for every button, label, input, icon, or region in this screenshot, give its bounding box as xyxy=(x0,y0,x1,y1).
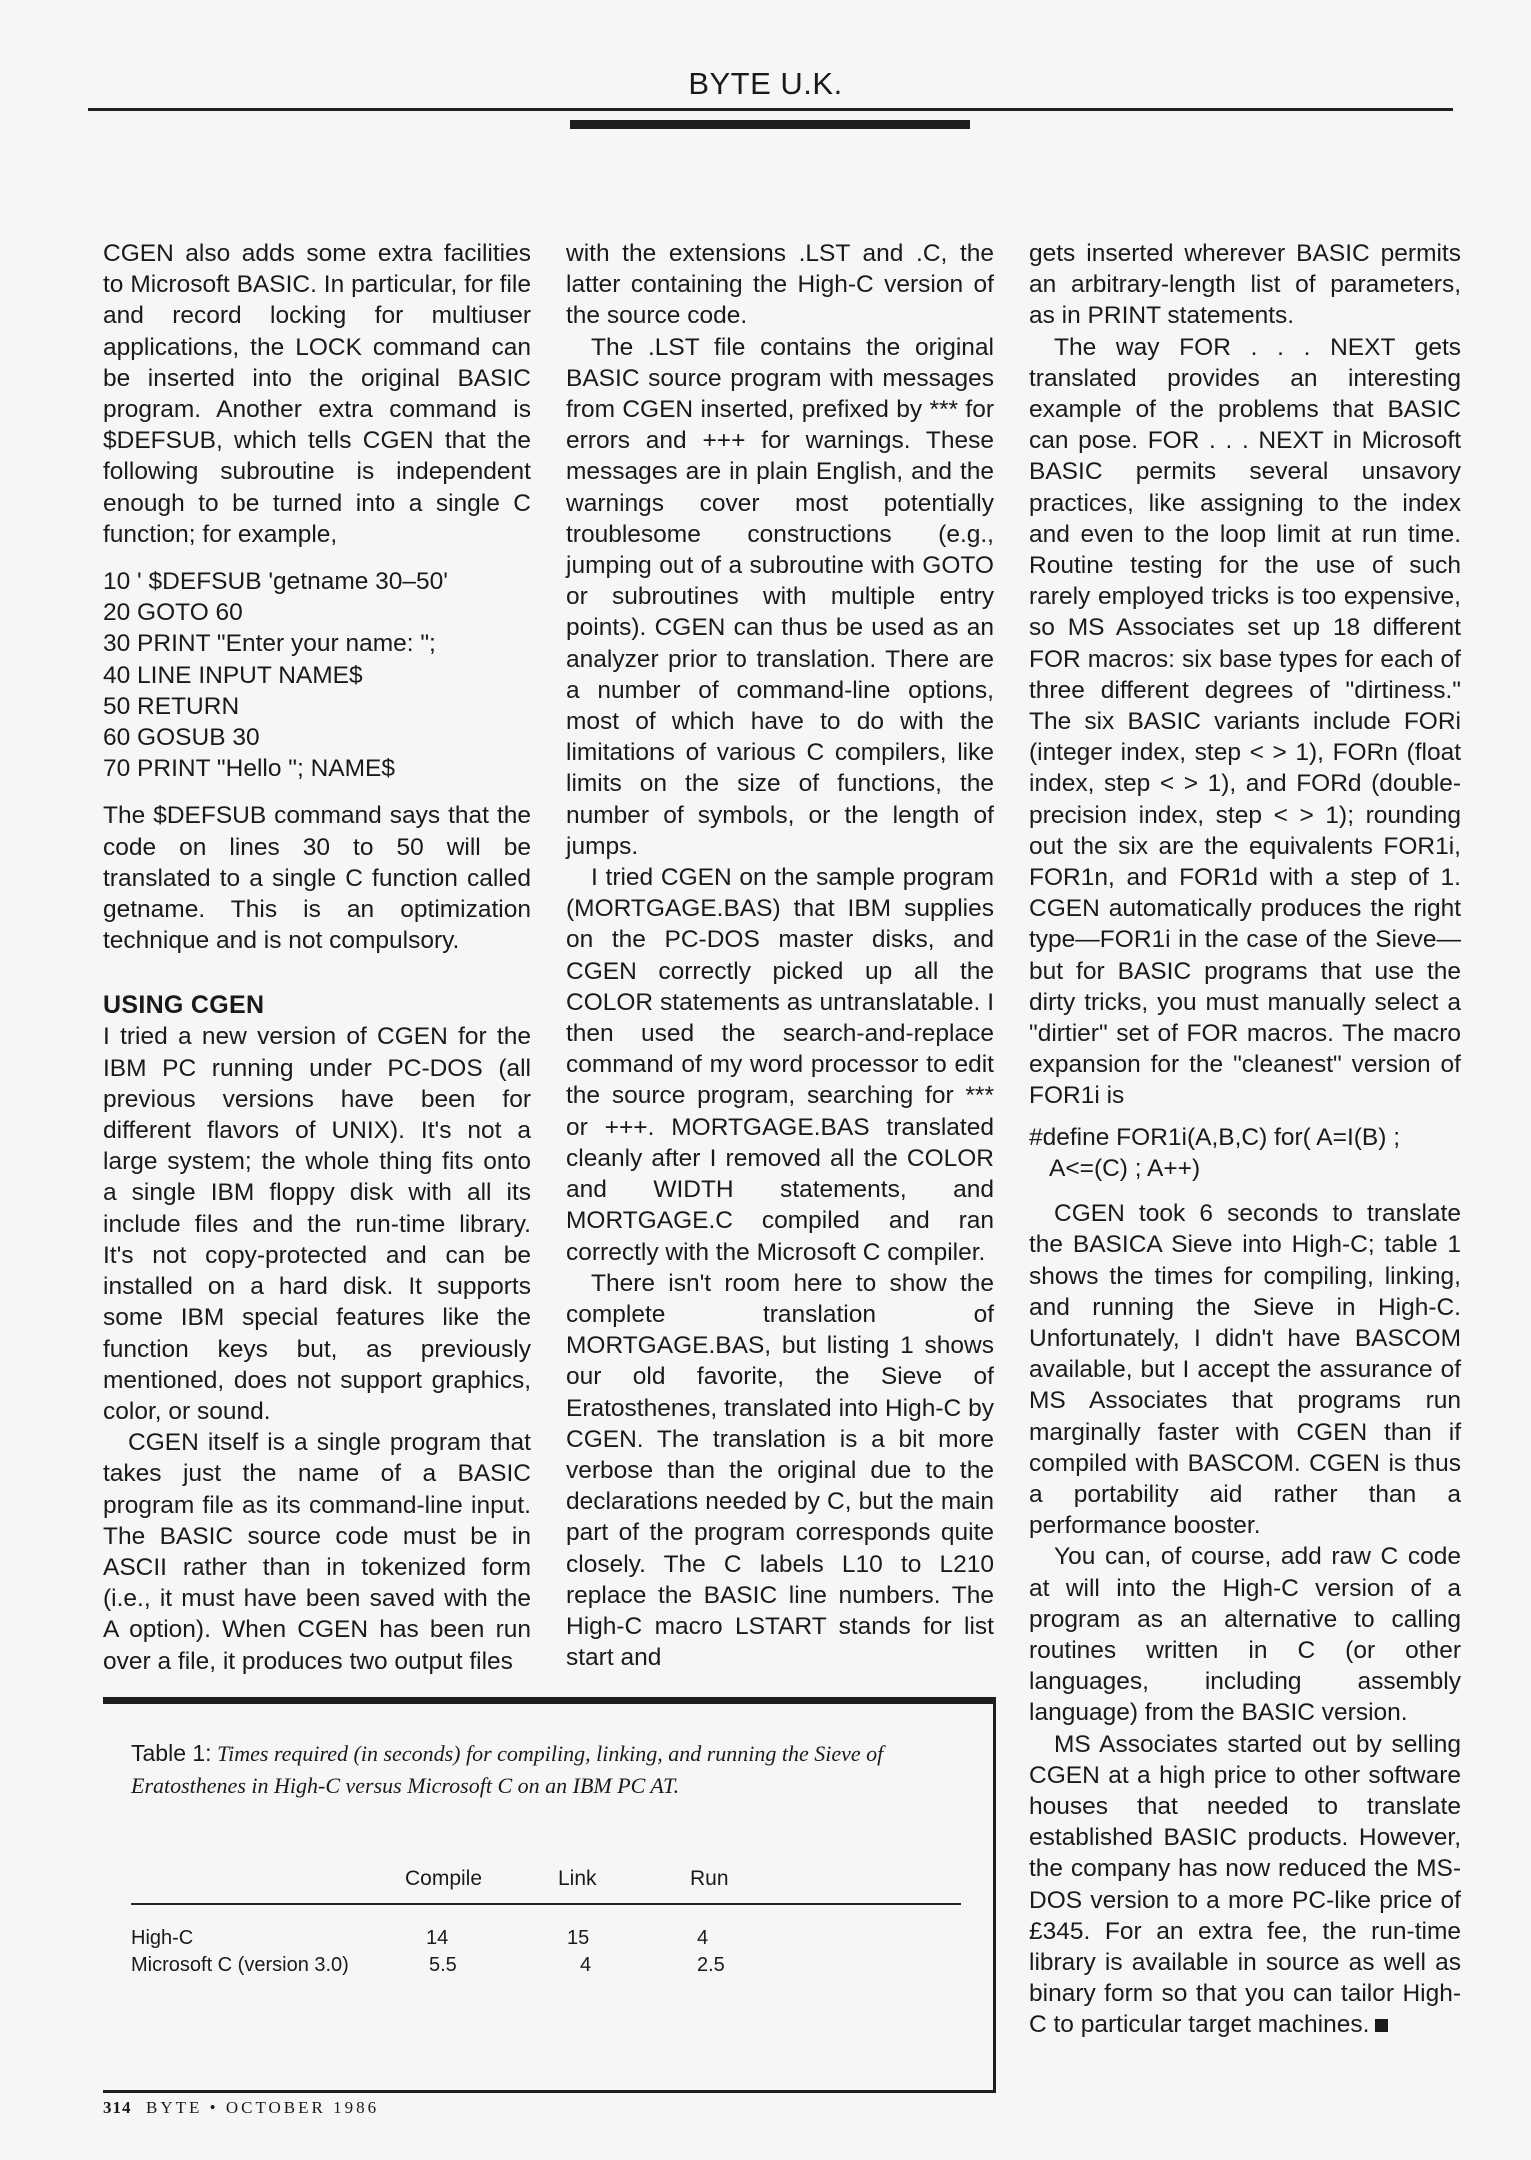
code-line: 50 RETURN xyxy=(103,692,240,720)
define-line: A<=(C) ; A++) xyxy=(1049,1154,1201,1182)
header-rule xyxy=(88,108,1453,111)
code-line: 60 GOSUB 30 xyxy=(103,724,260,752)
paragraph: The $DEFSUB command says that the code on lines 30 to 50 will be translated to a single C function called getname. This is an optimization technique and is not compulsory. xyxy=(103,802,531,955)
paragraph-text: MS Associates started out by selling CGEN at a high price to other software houses that needed to translate established BASIC products. However, the company has now reduced the MS-DOS version to a more PC-like price of £345. For an extra fee, the run-time library is available in source as well as binary form so that you can tailor High-C to particular target machines. xyxy=(1029,1730,1461,2039)
paragraph: You can, of course, add raw C code at will into the High-C version of a program as an alternative to calling routines written in C (or other languages, including assembly language) from the BASIC version. xyxy=(1029,1543,1461,1727)
paragraph: CGEN took 6 seconds to translate the BASICA Sieve into High-C; table 1 shows the times for compiling, linking, and running the Sieve in High-C. Unfortunately, I didn't have BASCOM available, but I accept the assurance of MS Associates that programs run marginally faster with CGEN than if compiled with BASCOM. CGEN is thus a portability aid rather than a performance booster. xyxy=(1029,1200,1461,1540)
table-header-rule xyxy=(131,1903,961,1905)
paragraph: The way FOR . . . NEXT gets translated provides an interesting example of the problems that BASIC can pose. FOR . . . NEXT in Microsoft BASIC permits several unsavory practices, like assigning to the index and even to the loop limit at run time. Routine testing for the use of such rarely employed tricks is too expensive, so MS Associates set up 18 different FOR macros: six base types for each of three different degrees of "dirtiness." The six BASIC variants include FORi (integer index, step < > 1), FORn (float index, step < > 1), and FORd (double-precision index, step < > 1); rounding out the six are the equivalents FOR1i, FOR1n, and FOR1d with a step of 1. CGEN automatically produces the right type—FOR1i in the case of the Sieve—but for BASIC programs that use the dirty tricks, you must manually select a "dirtier" set of FOR macros. The macro expansion for the "cleanest" version of FOR1i is xyxy=(1029,333,1461,1110)
paragraph xyxy=(1029,1729,1461,2041)
paragraph: I tried CGEN on the sample program (MORTGAGE.BAS) that IBM supplies on the PC-DOS master disks, and CGEN correctly picked up all the COLOR statements as untranslatable. I then used the search-and-replace command of my word processor to edit the source program, searching for *** or +++. MORTGAGE.BAS translated cleanly after I removed all the COLOR and WIDTH statements, and MORTGAGE.C compiled and ran correctly with the Microsoft C compiler. xyxy=(566,864,994,1266)
table-header-run: Run xyxy=(690,1867,729,1890)
table-row-label: Microsoft C (version 3.0) xyxy=(131,1954,349,1976)
table-cell: 4 xyxy=(580,1954,592,1976)
code-line: 40 LINE INPUT NAME$ xyxy=(103,661,363,689)
column-3 xyxy=(1029,238,1461,2041)
table-cell: 2.5 xyxy=(697,1954,725,1976)
define-line: #define FOR1i(A,B,C) for( A=I(B) ; xyxy=(1029,1123,1401,1151)
page-number: 314 xyxy=(103,2098,132,2117)
footer-text: BYTE • OCTOBER 1986 xyxy=(146,2098,380,2117)
define-macro xyxy=(1029,1122,1461,1184)
paragraph: CGEN also adds some extra facilities to Microsoft BASIC. In particular, for file and record locking for multiuser applications, the LOCK command can be inserted into the original BASIC program. Another extra command is $DEFSUB, which tells CGEN that the following subroutine is independent enough to be turned into a single C function; for example, xyxy=(103,240,531,548)
paragraph: CGEN itself is a single program that takes just the name of a BASIC program file as its command-line input. The BASIC source code must be in ASCII rather than in tokenized form (i.e., it must have been saved with the A option). When CGEN has been run over a file, it produces two output files xyxy=(103,1429,531,1675)
code-listing xyxy=(103,566,531,784)
table-cell: 5.5 xyxy=(429,1954,457,1976)
paragraph: The .LST file contains the original BASIC source program with messages from CGEN inserted, prefixed by *** for errors and +++ for warnings. These messages are in plain English, and the warnings cover most potentially troublesome constructions (e.g., jumping out of a subroutine with GOTO or subroutines with multiple entry points). CGEN can thus be used as an analyzer prior to translation. There are a number of command-line options, most of which have to do with the limitations of various C compilers, like limits on the size of functions, the number of symbols, or the length of jumps. xyxy=(566,333,994,860)
table-row-label: High-C xyxy=(131,1927,194,1949)
header-bar xyxy=(570,120,970,129)
table-label: Table 1: xyxy=(131,1740,212,1766)
section-heading: USING CGEN xyxy=(103,991,265,1020)
table-cell: 15 xyxy=(567,1927,590,1949)
table-cell: 4 xyxy=(697,1927,709,1949)
table-caption xyxy=(131,1737,971,1802)
page-footer xyxy=(103,2098,379,2118)
table-cell: 14 xyxy=(426,1927,449,1949)
code-line: 10 ' $DEFSUB 'getname 30–50' xyxy=(103,568,448,596)
end-mark-icon xyxy=(1375,2019,1388,2032)
code-line: 20 GOTO 60 xyxy=(103,599,243,627)
table-header-link: Link xyxy=(558,1867,597,1890)
table-1 xyxy=(103,1697,996,2093)
paragraph: I tried a new version of CGEN for the IBM PC running under PC-DOS (all previous versions have been for different flavors of UNIX). It's not a large system; the whole thing fits onto a single IBM floppy disk with all its include files and the run-time library. It's not copy-protected and can be installed on a hard disk. It supports some IBM special features like the function keys but, as previously mentioned, does not support graphics, color, or sound. xyxy=(103,1023,531,1425)
column-1 xyxy=(103,238,531,1677)
paragraph: with the extensions .LST and .C, the latter containing the High-C version of the source code. xyxy=(566,240,994,330)
table-caption-text: Times required (in seconds) for compiling, linking, and running the Sieve of Eratosthenes in High-C versus Microsoft C on an IBM PC AT. xyxy=(131,1741,884,1798)
paragraph: gets inserted wherever BASIC permits an arbitrary-length list of parameters, as in PRINT statements. xyxy=(1029,240,1461,330)
code-line: 30 PRINT "Enter your name: "; xyxy=(103,630,436,658)
paragraph: There isn't room here to show the complete translation of MORTGAGE.BAS, but listing 1 shows our old favorite, the Sieve of Eratosthenes, translated into High-C by CGEN. The translation is a bit more verbose than the original due to the declarations needed by C, but the main part of the program corresponds quite closely. The C labels L10 to L210 replace the BASIC line numbers. The High-C macro LSTART stands for list start and xyxy=(566,1269,994,1672)
table-header-compile: Compile xyxy=(405,1867,483,1890)
code-line: 70 PRINT "Hello "; NAME$ xyxy=(103,755,395,783)
column-2 xyxy=(566,238,994,1673)
page-header-title: BYTE U.K. xyxy=(688,66,843,101)
